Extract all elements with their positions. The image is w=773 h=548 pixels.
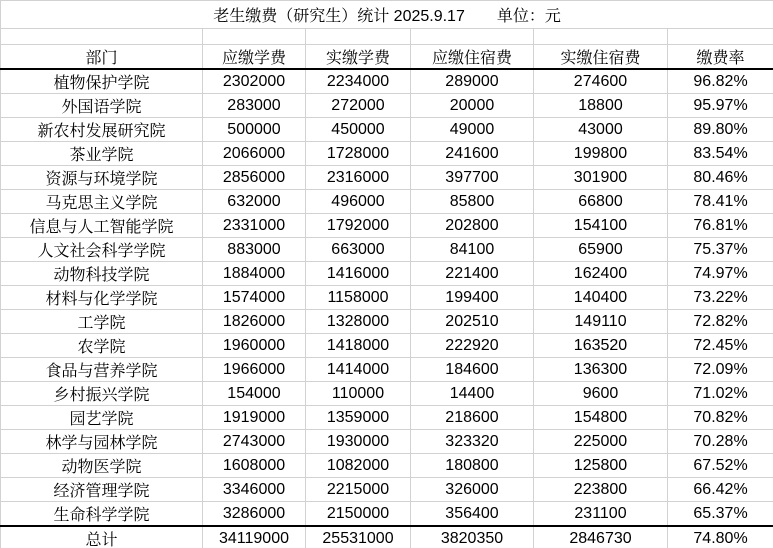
value-cell[interactable]: 49000 <box>411 118 534 142</box>
value-cell[interactable]: 202510 <box>411 310 534 334</box>
value-cell[interactable]: 272000 <box>306 94 411 118</box>
empty-cell[interactable] <box>203 29 306 45</box>
value-cell[interactable]: 154100 <box>534 214 668 238</box>
department-cell[interactable]: 动物医学院 <box>1 454 203 478</box>
table-row <box>1 118 773 142</box>
department-cell[interactable]: 马克思主义学院 <box>1 190 203 214</box>
table-row <box>1 166 773 190</box>
empty-cell[interactable] <box>1 29 203 45</box>
value-cell[interactable]: 96.82% <box>668 69 773 94</box>
value-cell[interactable]: 89.80% <box>668 118 773 142</box>
total-value-cell[interactable]: 25531000 <box>306 526 411 548</box>
value-cell[interactable]: 84100 <box>411 238 534 262</box>
value-cell[interactable]: 289000 <box>411 69 534 94</box>
value-cell[interactable]: 67.52% <box>668 454 773 478</box>
table-row <box>1 286 773 310</box>
value-cell[interactable]: 2302000 <box>203 69 306 94</box>
department-cell[interactable]: 茶业学院 <box>1 142 203 166</box>
value-cell[interactable]: 75.37% <box>668 238 773 262</box>
value-cell[interactable]: 231100 <box>534 502 668 527</box>
value-cell[interactable]: 283000 <box>203 94 306 118</box>
value-cell[interactable]: 202800 <box>411 214 534 238</box>
value-cell[interactable]: 223800 <box>534 478 668 502</box>
department-cell[interactable]: 林学与园林学院 <box>1 430 203 454</box>
department-cell[interactable]: 园艺学院 <box>1 406 203 430</box>
value-cell[interactable]: 110000 <box>306 382 411 406</box>
value-cell[interactable]: 2066000 <box>203 142 306 166</box>
value-cell[interactable]: 1960000 <box>203 334 306 358</box>
table-row <box>1 502 773 527</box>
value-cell[interactable]: 70.82% <box>668 406 773 430</box>
department-cell[interactable]: 经济管理学院 <box>1 478 203 502</box>
value-cell[interactable]: 9600 <box>534 382 668 406</box>
empty-cell[interactable] <box>411 29 534 45</box>
value-cell[interactable]: 95.97% <box>668 94 773 118</box>
value-cell[interactable]: 241600 <box>411 142 534 166</box>
value-cell[interactable]: 326000 <box>411 478 534 502</box>
value-cell[interactable]: 184600 <box>411 358 534 382</box>
table-row <box>1 310 773 334</box>
value-cell[interactable]: 1608000 <box>203 454 306 478</box>
value-cell[interactable]: 1728000 <box>306 142 411 166</box>
value-cell[interactable]: 83.54% <box>668 142 773 166</box>
total-value-cell[interactable]: 2846730 <box>534 526 668 548</box>
value-cell[interactable]: 76.81% <box>668 214 773 238</box>
table-row <box>1 406 773 430</box>
value-cell[interactable]: 70.28% <box>668 430 773 454</box>
value-cell[interactable]: 450000 <box>306 118 411 142</box>
department-cell[interactable]: 资源与环境学院 <box>1 166 203 190</box>
department-cell[interactable]: 外国语学院 <box>1 94 203 118</box>
value-cell[interactable]: 301900 <box>534 166 668 190</box>
value-cell[interactable]: 163520 <box>534 334 668 358</box>
value-cell[interactable]: 18800 <box>534 94 668 118</box>
value-cell[interactable]: 162400 <box>534 262 668 286</box>
column-header-cell[interactable]: 应缴学费 <box>203 45 306 70</box>
value-cell[interactable]: 85800 <box>411 190 534 214</box>
table-row <box>1 214 773 238</box>
table-row <box>1 69 773 94</box>
empty-cell[interactable] <box>306 29 411 45</box>
value-cell[interactable]: 2150000 <box>306 502 411 527</box>
empty-cell[interactable] <box>668 29 773 45</box>
table-row <box>1 358 773 382</box>
value-cell[interactable]: 323320 <box>411 430 534 454</box>
department-cell[interactable]: 农学院 <box>1 334 203 358</box>
value-cell[interactable]: 149110 <box>534 310 668 334</box>
spacer-row <box>1 29 773 45</box>
column-header-cell[interactable]: 实缴学费 <box>306 45 411 70</box>
value-cell[interactable]: 1884000 <box>203 262 306 286</box>
value-cell[interactable]: 2215000 <box>306 478 411 502</box>
value-cell[interactable]: 199400 <box>411 286 534 310</box>
total-label-cell[interactable]: 总计 <box>1 526 203 548</box>
sheet-title[interactable]: 老生缴费（研究生）统计 2025.9.17 单位：元 <box>1 1 773 29</box>
value-cell[interactable]: 78.41% <box>668 190 773 214</box>
department-cell[interactable]: 动物科技学院 <box>1 262 203 286</box>
department-cell[interactable]: 食品与营养学院 <box>1 358 203 382</box>
table-row <box>1 94 773 118</box>
value-cell[interactable]: 74.97% <box>668 262 773 286</box>
department-cell[interactable]: 人文社会科学学院 <box>1 238 203 262</box>
value-cell[interactable]: 1082000 <box>306 454 411 478</box>
table-row <box>1 190 773 214</box>
value-cell[interactable]: 222920 <box>411 334 534 358</box>
value-cell[interactable]: 140400 <box>534 286 668 310</box>
value-cell[interactable]: 66800 <box>534 190 668 214</box>
value-cell[interactable]: 1328000 <box>306 310 411 334</box>
value-cell[interactable]: 2743000 <box>203 430 306 454</box>
value-cell[interactable]: 71.02% <box>668 382 773 406</box>
value-cell[interactable]: 3286000 <box>203 502 306 527</box>
value-cell[interactable]: 43000 <box>534 118 668 142</box>
department-cell[interactable]: 生命科学学院 <box>1 502 203 527</box>
column-header-cell[interactable]: 实缴住宿费 <box>534 45 668 70</box>
value-cell[interactable]: 1792000 <box>306 214 411 238</box>
value-cell[interactable]: 883000 <box>203 238 306 262</box>
column-header-cell[interactable]: 部门 <box>1 45 203 70</box>
total-value-cell[interactable]: 34119000 <box>203 526 306 548</box>
value-cell[interactable]: 2234000 <box>306 69 411 94</box>
value-cell[interactable]: 356400 <box>411 502 534 527</box>
value-cell[interactable]: 80.46% <box>668 166 773 190</box>
table-row <box>1 334 773 358</box>
value-cell[interactable]: 154800 <box>534 406 668 430</box>
title-row <box>1 1 773 29</box>
value-cell[interactable]: 496000 <box>306 190 411 214</box>
value-cell[interactable]: 154000 <box>203 382 306 406</box>
value-cell[interactable]: 1574000 <box>203 286 306 310</box>
value-cell[interactable]: 72.45% <box>668 334 773 358</box>
value-cell[interactable]: 397700 <box>411 166 534 190</box>
value-cell[interactable]: 125800 <box>534 454 668 478</box>
value-cell[interactable]: 72.82% <box>668 310 773 334</box>
value-cell[interactable]: 221400 <box>411 262 534 286</box>
value-cell[interactable]: 1359000 <box>306 406 411 430</box>
value-cell[interactable]: 632000 <box>203 190 306 214</box>
value-cell[interactable]: 3346000 <box>203 478 306 502</box>
value-cell[interactable]: 2856000 <box>203 166 306 190</box>
department-cell[interactable]: 信息与人工智能学院 <box>1 214 203 238</box>
value-cell[interactable]: 225000 <box>534 430 668 454</box>
department-cell[interactable]: 乡村振兴学院 <box>1 382 203 406</box>
total-value-cell[interactable]: 3820350 <box>411 526 534 548</box>
department-cell[interactable]: 植物保护学院 <box>1 69 203 94</box>
value-cell[interactable]: 14400 <box>411 382 534 406</box>
value-cell[interactable]: 180800 <box>411 454 534 478</box>
value-cell[interactable]: 1826000 <box>203 310 306 334</box>
value-cell[interactable]: 199800 <box>534 142 668 166</box>
value-cell[interactable]: 1414000 <box>306 358 411 382</box>
department-cell[interactable]: 材料与化学学院 <box>1 286 203 310</box>
value-cell[interactable]: 66.42% <box>668 478 773 502</box>
value-cell[interactable]: 1416000 <box>306 262 411 286</box>
table-row <box>1 430 773 454</box>
value-cell[interactable]: 218600 <box>411 406 534 430</box>
department-cell[interactable]: 新农村发展研究院 <box>1 118 203 142</box>
table-row <box>1 238 773 262</box>
value-cell[interactable]: 65.37% <box>668 502 773 527</box>
value-cell[interactable]: 65900 <box>534 238 668 262</box>
total-value-cell[interactable]: 74.80% <box>668 526 773 548</box>
column-header-cell[interactable]: 缴费率 <box>668 45 773 70</box>
value-cell[interactable]: 136300 <box>534 358 668 382</box>
value-cell[interactable]: 1919000 <box>203 406 306 430</box>
value-cell[interactable]: 20000 <box>411 94 534 118</box>
table-row <box>1 478 773 502</box>
value-cell[interactable]: 2316000 <box>306 166 411 190</box>
value-cell[interactable]: 2331000 <box>203 214 306 238</box>
table-row <box>1 454 773 478</box>
value-cell[interactable]: 663000 <box>306 238 411 262</box>
total-row <box>1 526 773 548</box>
department-cell[interactable]: 工学院 <box>1 310 203 334</box>
value-cell[interactable]: 1930000 <box>306 430 411 454</box>
column-header-cell[interactable]: 应缴住宿费 <box>411 45 534 70</box>
value-cell[interactable]: 274600 <box>534 69 668 94</box>
value-cell[interactable]: 72.09% <box>668 358 773 382</box>
table-row <box>1 142 773 166</box>
table-row <box>1 382 773 406</box>
empty-cell[interactable] <box>534 29 668 45</box>
value-cell[interactable]: 1966000 <box>203 358 306 382</box>
header-row <box>1 45 773 70</box>
table-row <box>1 262 773 286</box>
value-cell[interactable]: 73.22% <box>668 286 773 310</box>
value-cell[interactable]: 1418000 <box>306 334 411 358</box>
value-cell[interactable]: 500000 <box>203 118 306 142</box>
value-cell[interactable]: 1158000 <box>306 286 411 310</box>
